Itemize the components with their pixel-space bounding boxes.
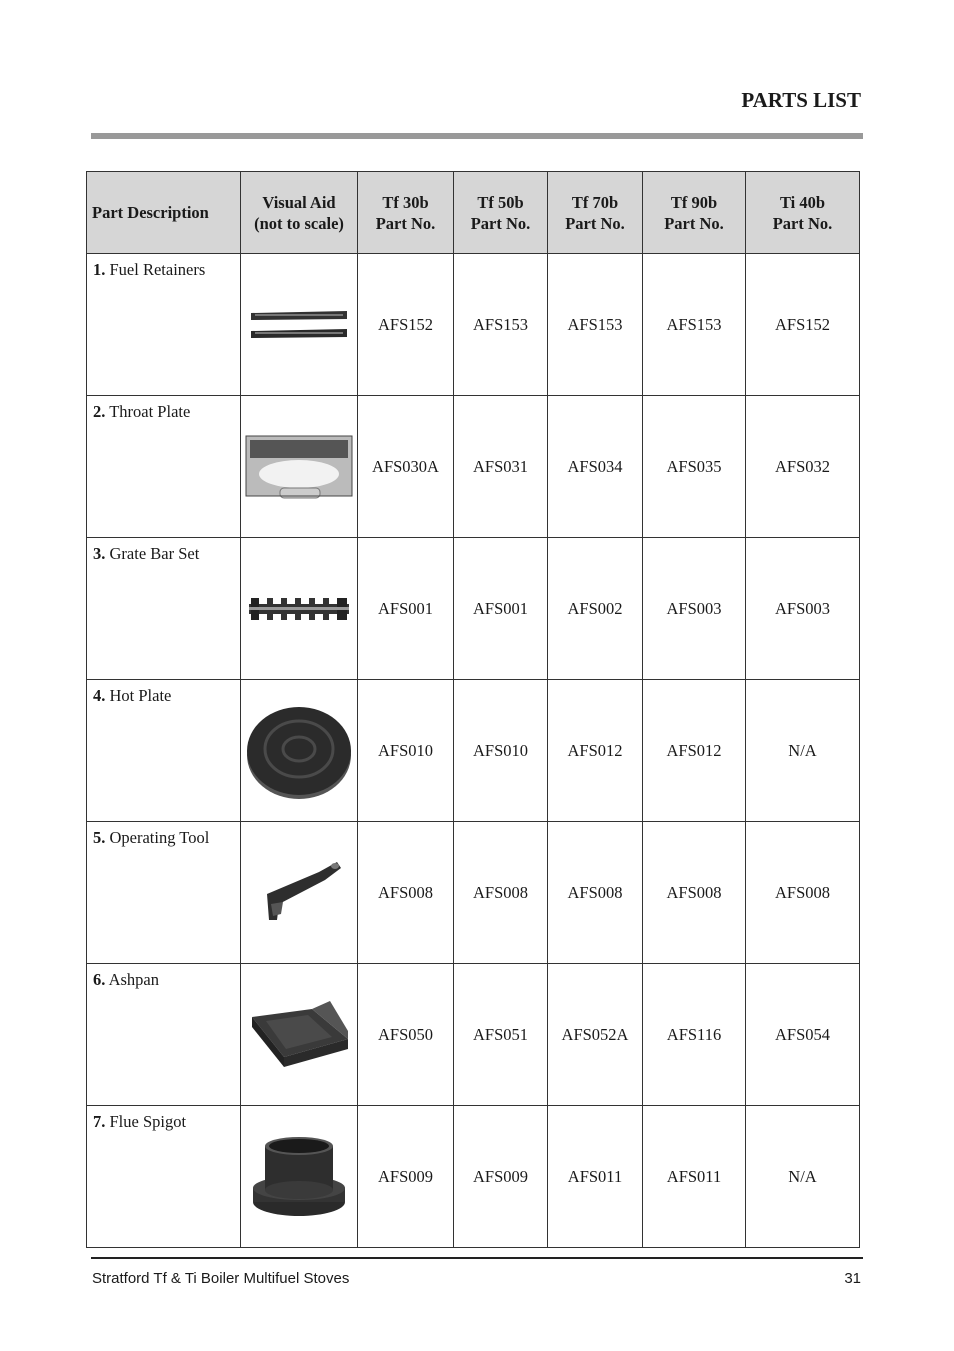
header-rule	[91, 133, 863, 139]
part-number: AFS050	[358, 964, 454, 1106]
table-row	[87, 822, 860, 964]
table-row	[87, 396, 860, 538]
part-number: AFS030A	[358, 396, 454, 538]
part-number: AFS034	[548, 396, 643, 538]
table-row	[87, 1106, 860, 1248]
part-number: AFS052A	[548, 964, 643, 1106]
part-number: AFS153	[643, 254, 746, 396]
part-number: AFS152	[358, 254, 454, 396]
part-description: 2. Throat Plate	[87, 396, 241, 538]
part-number: AFS003	[746, 538, 860, 680]
part-number: N/A	[746, 1106, 860, 1248]
page-number: 31	[844, 1270, 861, 1287]
part-description: 6. Ashpan	[87, 964, 241, 1106]
part-number: AFS035	[643, 396, 746, 538]
part-number: AFS054	[746, 964, 860, 1106]
table-row	[87, 538, 860, 680]
hot-plate-image	[241, 680, 358, 822]
part-number: AFS032	[746, 396, 860, 538]
part-number: AFS010	[454, 680, 548, 822]
part-number: AFS009	[358, 1106, 454, 1248]
part-description: 3. Grate Bar Set	[87, 538, 241, 680]
header-tf90b: Tf 90b Part No.	[643, 172, 746, 254]
part-number: AFS001	[454, 538, 548, 680]
footer-document-title: Stratford Tf & Ti Boiler Multifuel Stoves	[92, 1270, 350, 1287]
part-number: AFS153	[454, 254, 548, 396]
header-tf50b: Tf 50b Part No.	[454, 172, 548, 254]
part-number: AFS031	[454, 396, 548, 538]
page-title: PARTS LIST	[741, 88, 861, 112]
fuel-retainers-image	[241, 254, 358, 396]
operating-tool-image	[241, 822, 358, 964]
header-tf30b: Tf 30b Part No.	[358, 172, 454, 254]
ashpan-image	[241, 964, 358, 1106]
table-header-row	[87, 172, 860, 254]
part-number: AFS008	[454, 822, 548, 964]
throat-plate-image	[241, 396, 358, 538]
table-row	[87, 964, 860, 1106]
part-number: AFS001	[358, 538, 454, 680]
table-row	[87, 680, 860, 822]
part-number: AFS008	[358, 822, 454, 964]
part-number: AFS010	[358, 680, 454, 822]
part-number: AFS012	[548, 680, 643, 822]
part-number: AFS003	[643, 538, 746, 680]
part-number: AFS008	[548, 822, 643, 964]
part-description: 7. Flue Spigot	[87, 1106, 241, 1248]
footer-rule	[91, 1257, 863, 1259]
part-number: AFS011	[643, 1106, 746, 1248]
part-number: AFS008	[746, 822, 860, 964]
part-number: AFS051	[454, 964, 548, 1106]
part-number: AFS152	[746, 254, 860, 396]
grate-bar-image	[241, 538, 358, 680]
header-ti40b: Ti 40b Part No.	[746, 172, 860, 254]
part-number: AFS011	[548, 1106, 643, 1248]
part-number: N/A	[746, 680, 860, 822]
parts-table	[86, 171, 860, 1248]
table-row	[87, 254, 860, 396]
part-number: AFS116	[643, 964, 746, 1106]
part-number: AFS002	[548, 538, 643, 680]
header-visual-aid: Visual Aid (not to scale)	[241, 172, 358, 254]
part-number: AFS009	[454, 1106, 548, 1248]
part-number: AFS008	[643, 822, 746, 964]
header-part-description: Part Description	[87, 172, 241, 254]
flue-spigot-image	[241, 1106, 358, 1248]
part-description: 4. Hot Plate	[87, 680, 241, 822]
part-description: 5. Operating Tool	[87, 822, 241, 964]
part-number: AFS153	[548, 254, 643, 396]
header-tf70b: Tf 70b Part No.	[548, 172, 643, 254]
part-description: 1. Fuel Retainers	[87, 254, 241, 396]
part-number: AFS012	[643, 680, 746, 822]
